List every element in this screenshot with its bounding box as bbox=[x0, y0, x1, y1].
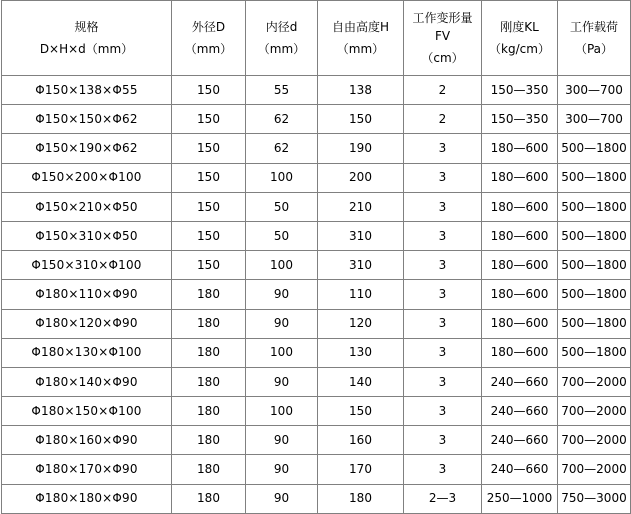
column-header-inner-diameter bbox=[246, 1, 318, 76]
cell-working-load: 700—2000 bbox=[558, 367, 631, 396]
cell-working-load: 500—1800 bbox=[558, 251, 631, 280]
cell-inner-diameter: 100 bbox=[246, 397, 318, 426]
cell-outer-diameter: 180 bbox=[172, 367, 246, 396]
cell-free-height: 310 bbox=[318, 251, 404, 280]
cell-spec: Φ180×130×Φ100 bbox=[2, 338, 172, 367]
cell-stiffness: 250—1000 bbox=[482, 484, 558, 513]
cell-working-deformation: 2 bbox=[404, 105, 482, 134]
column-header-stiffness-line2: （kg/cm） bbox=[489, 41, 550, 56]
cell-working-deformation: 2—3 bbox=[404, 484, 482, 513]
table-row bbox=[2, 280, 631, 309]
cell-stiffness: 180—600 bbox=[482, 221, 558, 250]
cell-working-deformation: 3 bbox=[404, 397, 482, 426]
cell-working-deformation: 3 bbox=[404, 134, 482, 163]
cell-free-height: 310 bbox=[318, 221, 404, 250]
cell-free-height: 120 bbox=[318, 309, 404, 338]
cell-spec: Φ180×120×Φ90 bbox=[2, 309, 172, 338]
table-row bbox=[2, 309, 631, 338]
cell-stiffness: 180—600 bbox=[482, 134, 558, 163]
column-header-outer-diameter-line2: （mm） bbox=[184, 41, 233, 56]
cell-working-load: 700—2000 bbox=[558, 397, 631, 426]
cell-working-deformation: 3 bbox=[404, 192, 482, 221]
cell-stiffness: 180—600 bbox=[482, 163, 558, 192]
column-header-stiffness-line1: 刚度KL bbox=[500, 19, 539, 34]
cell-outer-diameter: 180 bbox=[172, 338, 246, 367]
cell-free-height: 160 bbox=[318, 426, 404, 455]
cell-stiffness: 180—600 bbox=[482, 192, 558, 221]
cell-inner-diameter: 90 bbox=[246, 484, 318, 513]
cell-stiffness: 180—600 bbox=[482, 338, 558, 367]
cell-working-load: 750—3000 bbox=[558, 484, 631, 513]
table-body bbox=[2, 76, 631, 514]
cell-outer-diameter: 150 bbox=[172, 251, 246, 280]
cell-free-height: 110 bbox=[318, 280, 404, 309]
column-header-inner-diameter-line2: （mm） bbox=[257, 41, 306, 56]
cell-inner-diameter: 62 bbox=[246, 105, 318, 134]
column-header-working-deformation-line1: 工作变形量 bbox=[412, 10, 473, 25]
cell-inner-diameter: 90 bbox=[246, 455, 318, 484]
column-header-working-deformation-line2: FV bbox=[434, 29, 451, 44]
cell-stiffness: 180—600 bbox=[482, 280, 558, 309]
cell-free-height: 190 bbox=[318, 134, 404, 163]
cell-working-deformation: 3 bbox=[404, 221, 482, 250]
cell-spec: Φ150×310×Φ100 bbox=[2, 251, 172, 280]
cell-inner-diameter: 90 bbox=[246, 367, 318, 396]
cell-inner-diameter: 90 bbox=[246, 426, 318, 455]
cell-inner-diameter: 50 bbox=[246, 221, 318, 250]
cell-stiffness: 240—660 bbox=[482, 455, 558, 484]
cell-free-height: 170 bbox=[318, 455, 404, 484]
cell-working-deformation: 3 bbox=[404, 455, 482, 484]
cell-outer-diameter: 150 bbox=[172, 163, 246, 192]
cell-free-height: 140 bbox=[318, 367, 404, 396]
cell-free-height: 200 bbox=[318, 163, 404, 192]
cell-free-height: 210 bbox=[318, 192, 404, 221]
table-row bbox=[2, 105, 631, 134]
cell-working-load: 700—2000 bbox=[558, 426, 631, 455]
cell-working-load: 500—1800 bbox=[558, 163, 631, 192]
cell-working-deformation: 3 bbox=[404, 251, 482, 280]
column-header-spec-line1: 规格 bbox=[74, 19, 99, 34]
table-row bbox=[2, 192, 631, 221]
cell-working-load: 500—1800 bbox=[558, 221, 631, 250]
column-header-free-height bbox=[318, 1, 404, 76]
cell-inner-diameter: 100 bbox=[246, 338, 318, 367]
cell-working-deformation: 3 bbox=[404, 309, 482, 338]
cell-stiffness: 240—660 bbox=[482, 426, 558, 455]
cell-working-load: 300—700 bbox=[558, 76, 631, 105]
column-header-working-load-line2: （Pa） bbox=[574, 41, 614, 56]
table-row bbox=[2, 134, 631, 163]
cell-free-height: 150 bbox=[318, 397, 404, 426]
cell-inner-diameter: 90 bbox=[246, 309, 318, 338]
column-header-spec-line2: D×H×d（mm） bbox=[39, 41, 134, 56]
column-header-free-height-line2: （mm） bbox=[336, 41, 385, 56]
cell-spec: Φ180×140×Φ90 bbox=[2, 367, 172, 396]
column-header-working-deformation-line3: （cm） bbox=[421, 50, 464, 65]
cell-free-height: 130 bbox=[318, 338, 404, 367]
cell-inner-diameter: 100 bbox=[246, 251, 318, 280]
specification-table bbox=[1, 0, 631, 514]
table-row bbox=[2, 251, 631, 280]
cell-inner-diameter: 90 bbox=[246, 280, 318, 309]
column-header-working-load-line1: 工作载荷 bbox=[569, 19, 618, 34]
cell-stiffness: 180—600 bbox=[482, 309, 558, 338]
cell-spec: Φ150×138×Φ55 bbox=[2, 76, 172, 105]
cell-working-deformation: 3 bbox=[404, 163, 482, 192]
column-header-outer-diameter-line1: 外径D bbox=[191, 19, 226, 34]
cell-free-height: 180 bbox=[318, 484, 404, 513]
cell-spec: Φ150×310×Φ50 bbox=[2, 221, 172, 250]
column-header-spec bbox=[2, 1, 172, 76]
table-row bbox=[2, 338, 631, 367]
cell-inner-diameter: 50 bbox=[246, 192, 318, 221]
cell-working-load: 500—1800 bbox=[558, 338, 631, 367]
table-row bbox=[2, 426, 631, 455]
cell-outer-diameter: 180 bbox=[172, 455, 246, 484]
cell-outer-diameter: 150 bbox=[172, 221, 246, 250]
table-row bbox=[2, 163, 631, 192]
cell-outer-diameter: 180 bbox=[172, 397, 246, 426]
cell-outer-diameter: 180 bbox=[172, 484, 246, 513]
cell-spec: Φ180×110×Φ90 bbox=[2, 280, 172, 309]
cell-stiffness: 150—350 bbox=[482, 76, 558, 105]
cell-outer-diameter: 180 bbox=[172, 280, 246, 309]
column-header-working-deformation bbox=[404, 1, 482, 76]
cell-working-load: 500—1800 bbox=[558, 134, 631, 163]
cell-spec: Φ180×170×Φ90 bbox=[2, 455, 172, 484]
column-header-outer-diameter bbox=[172, 1, 246, 76]
cell-free-height: 150 bbox=[318, 105, 404, 134]
cell-working-load: 700—2000 bbox=[558, 455, 631, 484]
table-row bbox=[2, 76, 631, 105]
cell-spec: Φ150×150×Φ62 bbox=[2, 105, 172, 134]
cell-spec: Φ180×180×Φ90 bbox=[2, 484, 172, 513]
cell-working-deformation: 3 bbox=[404, 426, 482, 455]
cell-spec: Φ150×190×Φ62 bbox=[2, 134, 172, 163]
table-row bbox=[2, 397, 631, 426]
table-row bbox=[2, 484, 631, 513]
cell-working-load: 500—1800 bbox=[558, 309, 631, 338]
table-row bbox=[2, 221, 631, 250]
cell-stiffness: 180—600 bbox=[482, 251, 558, 280]
cell-working-deformation: 3 bbox=[404, 367, 482, 396]
cell-outer-diameter: 150 bbox=[172, 192, 246, 221]
table-row bbox=[2, 367, 631, 396]
cell-inner-diameter: 100 bbox=[246, 163, 318, 192]
cell-outer-diameter: 150 bbox=[172, 105, 246, 134]
cell-spec: Φ150×210×Φ50 bbox=[2, 192, 172, 221]
cell-inner-diameter: 55 bbox=[246, 76, 318, 105]
cell-stiffness: 240—660 bbox=[482, 397, 558, 426]
cell-spec: Φ180×150×Φ100 bbox=[2, 397, 172, 426]
cell-working-deformation: 3 bbox=[404, 280, 482, 309]
cell-working-deformation: 2 bbox=[404, 76, 482, 105]
cell-inner-diameter: 62 bbox=[246, 134, 318, 163]
table-row bbox=[2, 455, 631, 484]
cell-working-load: 500—1800 bbox=[558, 280, 631, 309]
cell-outer-diameter: 180 bbox=[172, 426, 246, 455]
cell-outer-diameter: 180 bbox=[172, 309, 246, 338]
cell-outer-diameter: 150 bbox=[172, 134, 246, 163]
cell-working-load: 500—1800 bbox=[558, 192, 631, 221]
header-row bbox=[2, 1, 631, 76]
cell-spec: Φ180×160×Φ90 bbox=[2, 426, 172, 455]
table-header bbox=[2, 1, 631, 76]
column-header-stiffness bbox=[482, 1, 558, 76]
cell-spec: Φ150×200×Φ100 bbox=[2, 163, 172, 192]
cell-free-height: 138 bbox=[318, 76, 404, 105]
cell-stiffness: 240—660 bbox=[482, 367, 558, 396]
column-header-inner-diameter-line1: 内径d bbox=[265, 19, 298, 34]
cell-stiffness: 150—350 bbox=[482, 105, 558, 134]
column-header-free-height-line1: 自由高度H bbox=[331, 19, 390, 34]
cell-working-load: 300—700 bbox=[558, 105, 631, 134]
cell-working-deformation: 3 bbox=[404, 338, 482, 367]
column-header-working-load bbox=[558, 1, 631, 76]
cell-outer-diameter: 150 bbox=[172, 76, 246, 105]
